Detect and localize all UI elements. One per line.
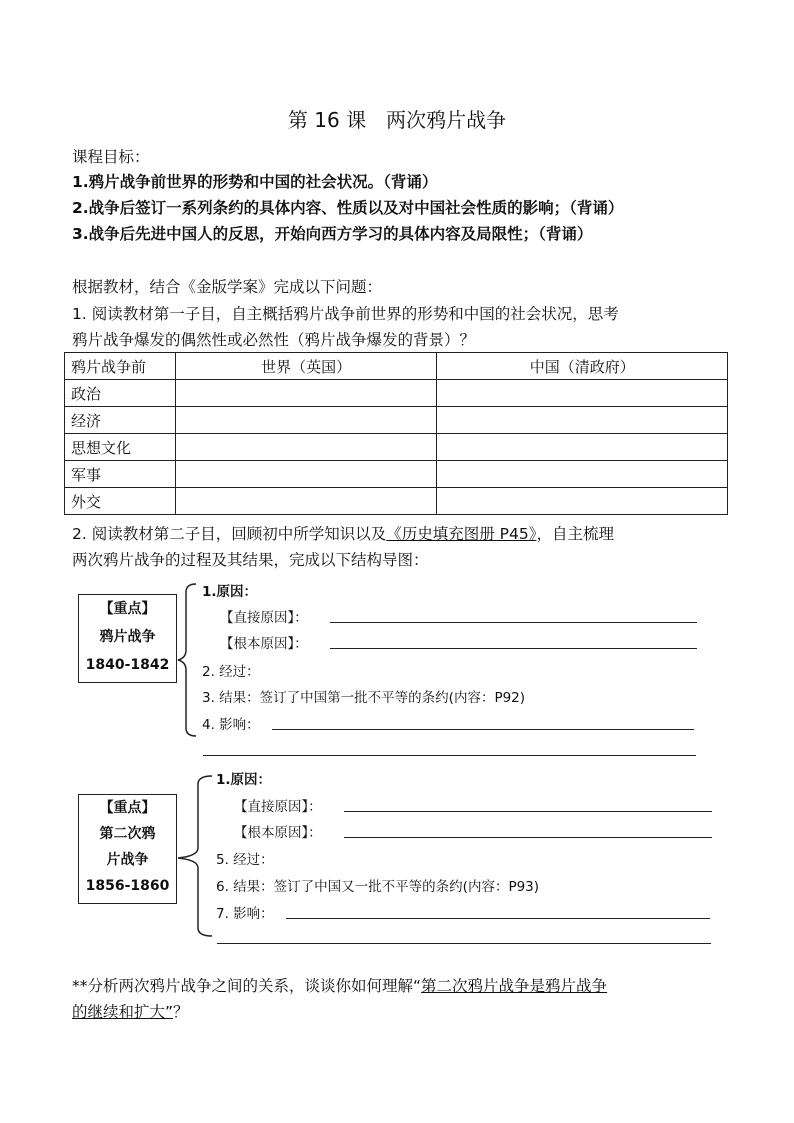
- intro-text: 根据教材，结合《金版学案》完成以下问题：: [72, 278, 383, 296]
- war2-cause-label: 1.原因：: [216, 772, 272, 788]
- table-cell-world[interactable]: [175, 380, 437, 407]
- war1-impact-label: 4. 影响：: [202, 717, 260, 733]
- page-title: 第 16 课 两次鸦片战争: [287, 108, 507, 132]
- table-row-label: 军事: [65, 461, 176, 488]
- table-row: [65, 434, 728, 461]
- war2-direct-cause-blank[interactable]: [344, 811, 712, 812]
- analysis-text-b: ？: [173, 1003, 189, 1021]
- war2-direct-cause-label: 【直接原因】：: [234, 799, 322, 815]
- box-war-name-1: 第二次鸦: [99, 826, 156, 842]
- objective-3: 3.战争后先进中国人的反思，开始向西方学习的具体内容及局限性；（背诵）: [72, 225, 593, 243]
- table-row: [65, 380, 728, 407]
- box-war-years: 1856-1860: [85, 878, 170, 894]
- analysis-quote-a: 第二次鸦片战争是鸦片战争: [421, 977, 608, 995]
- analysis-line-1: [72, 974, 607, 996]
- opium-war-box: [78, 594, 177, 683]
- question-1-line-2: 鸦片战争爆发的偶然性或必然性（鸦片战争爆发的背景）？: [72, 331, 476, 349]
- table-row: [65, 461, 728, 488]
- objective-1: 1.鸦片战争前世界的形势和中国的社会状况。（背诵）: [72, 173, 438, 191]
- analysis-quote-b: 的继续和扩大”: [72, 1003, 174, 1021]
- table-cell-world[interactable]: [175, 434, 437, 461]
- war2-process-label: 5. 经过：: [216, 852, 274, 868]
- second-opium-war-brace: [176, 774, 216, 940]
- atlas-reference: 《历史填充图册 P45》: [386, 525, 537, 543]
- table-row-label: 政治: [65, 380, 176, 407]
- table-cell-world[interactable]: [175, 461, 437, 488]
- table-cell-china[interactable]: [437, 407, 728, 434]
- box-war-name: 鸦片战争: [99, 629, 156, 645]
- analysis-line-2: [72, 1000, 189, 1022]
- war2-impact-label: 7. 影响：: [216, 906, 274, 922]
- table-cell-china[interactable]: [437, 461, 728, 488]
- question-2-line-2: 两次鸦片战争的过程及其结果，完成以下结构导图：: [72, 551, 429, 569]
- table-cell-china[interactable]: [437, 380, 728, 407]
- question-2-text-b: ，自主梳理: [536, 525, 614, 543]
- war1-result-text: 3. 结果：签订了中国第一批不平等的条约(内容：P92): [202, 690, 526, 706]
- table-row-label: 经济: [65, 407, 176, 434]
- war1-direct-cause-blank[interactable]: [330, 622, 697, 623]
- war1-root-cause-blank[interactable]: [330, 648, 697, 649]
- war1-root-cause-label: 【根本原因】：: [220, 636, 308, 652]
- question-2-text-a: 2. 阅读教材第二子目，回顾初中所学知识以及: [72, 525, 387, 543]
- war2-root-cause-blank[interactable]: [344, 837, 712, 838]
- objective-2: 2.战争后签订一系列条约的具体内容、性质以及对中国社会性质的影响；（背诵）: [72, 199, 624, 217]
- table-row-label: 外交: [65, 488, 176, 515]
- war1-cause-label: 1.原因：: [202, 584, 258, 600]
- war1-impact-blank-2[interactable]: [203, 755, 696, 756]
- objectives-label: 课程目标：: [72, 148, 150, 166]
- box-key-label: 【重点】: [99, 601, 156, 617]
- table-header-cell: 中国（清政府）: [437, 353, 728, 380]
- table-cell-china[interactable]: [437, 434, 728, 461]
- war1-direct-cause-label: 【直接原因】：: [220, 610, 308, 626]
- pre-war-table: [64, 352, 728, 515]
- question-1-line-1: 1. 阅读教材第一子目，自主概括鸦片战争前世界的形势和中国的社会状况，思考: [72, 305, 619, 323]
- table-header-row: [65, 353, 728, 380]
- war2-result-text: 6. 结果：签订了中国又一批不平等的条约(内容：P93): [216, 879, 540, 895]
- table-header-cell: 世界（英国）: [175, 353, 437, 380]
- war1-impact-blank[interactable]: [272, 729, 694, 730]
- table-cell-world[interactable]: [175, 488, 437, 515]
- table-row: [65, 488, 728, 515]
- table-header-cell: 鸦片战争前: [65, 353, 176, 380]
- table-row-label: 思想文化: [65, 434, 176, 461]
- table-cell-world[interactable]: [175, 407, 437, 434]
- analysis-text-a: **分析两次鸦片战争之间的关系，谈谈你如何理解“: [72, 977, 422, 995]
- opium-war-brace: [176, 582, 200, 740]
- second-opium-war-box: [78, 794, 177, 904]
- war2-root-cause-label: 【根本原因】：: [234, 825, 322, 841]
- war2-impact-blank[interactable]: [286, 918, 710, 919]
- box-war-years: 1840-1842: [85, 657, 170, 673]
- question-2-line-1: [72, 522, 614, 544]
- box-war-name-2: 片战争: [106, 852, 149, 868]
- war2-impact-blank-2[interactable]: [217, 943, 711, 944]
- war1-process-label: 2. 经过：: [202, 664, 260, 680]
- table-cell-china[interactable]: [437, 488, 728, 515]
- box-key-label: 【重点】: [99, 800, 156, 816]
- table-row: [65, 407, 728, 434]
